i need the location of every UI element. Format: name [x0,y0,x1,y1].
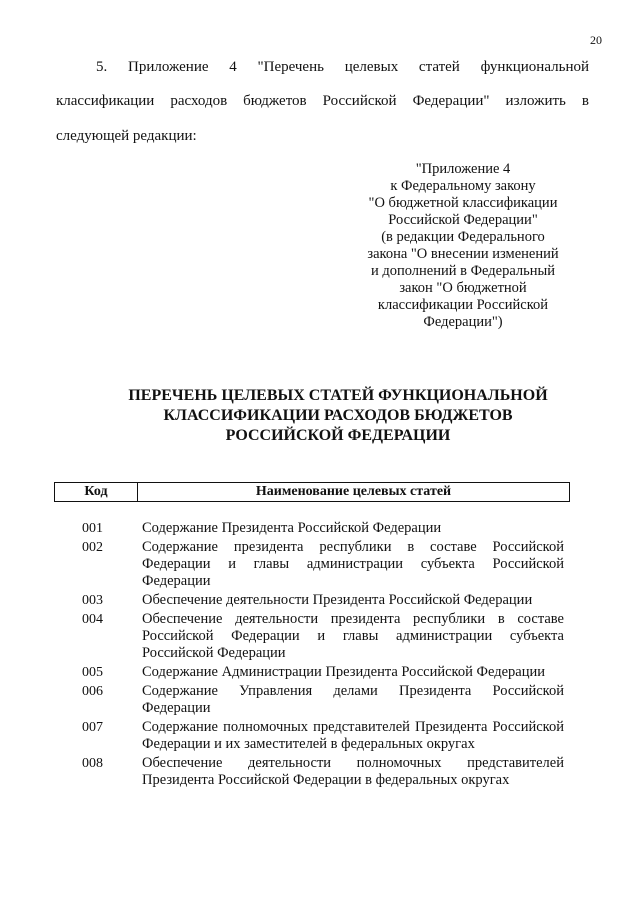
table-row [0,683,640,717]
annex-line: закон "О бюджетной [399,280,527,296]
annex-line: (в редакции Федерального [381,229,545,245]
table-body [0,520,640,791]
intro-line-3: следующей редакции: [56,128,197,144]
row-name: Содержание Администрации Президента Российской Федерации [142,664,545,680]
table-row [0,539,640,590]
intro-line-2: классификации расходов бюджетов Российской Федерации" изложить в [56,93,589,109]
table-row [0,592,640,609]
table-row [0,520,640,537]
column-header-name: Наименование целевых статей [255,484,452,499]
row-name: Содержание Президента Российской Федерации [142,520,442,536]
row-name: Содержание полномочных представителей Президента Российской Федерации и их заместителей в федеральных округах [142,719,564,752]
title-line: КЛАССИФИКАЦИИ РАСХОДОВ БЮДЖЕТОВ [163,407,513,424]
row-name: Обеспечение деятельности президента республики в составе Российской Федерации и главы администрации субъекта Российской Федерации [142,611,564,661]
annex-line: к Федеральному закону [390,178,536,194]
row-code: 001 [82,521,103,536]
annex-line: классификации Российской [377,297,549,313]
column-header-code: Код [55,483,138,501]
row-code: 008 [82,756,103,771]
annex-line: закона "О внесении изменений [367,246,559,262]
row-code: 006 [82,684,103,699]
row-code: 002 [82,540,103,555]
annex-line: Федерации") [423,314,503,330]
row-name: Содержание Управления делами Президента Российской Федерации [142,683,564,716]
annex-line: Российской Федерации" [388,212,538,228]
title-line: ПЕРЕЧЕНЬ ЦЕЛЕВЫХ СТАТЕЙ ФУНКЦИОНАЛЬНОЙ [128,387,548,404]
intro-text-1: Приложение 4 "Перечень целевых статей функциональной [128,59,589,75]
row-code: 003 [82,593,103,608]
table-header [54,482,570,502]
row-code: 007 [82,720,103,735]
row-name: Обеспечение деятельности Президента Российской Федерации [142,592,533,608]
title-line: РОССИЙСКОЙ ФЕДЕРАЦИИ [225,427,451,444]
table-row [0,664,640,681]
annex-line: "Приложение 4 [415,161,511,177]
item-number: 5. [96,59,108,75]
page-number: 20 [590,33,602,47]
row-code: 005 [82,665,103,680]
document-title [100,386,576,446]
row-code: 004 [82,612,103,627]
row-name: Обеспечение деятельности полномочных представителей Президента Российской Федерации в федеральных округах [142,755,564,788]
annex-line: "О бюджетной классификации [368,195,558,211]
annex-reference-block [350,161,576,331]
annex-line: и дополнений в Федеральный [370,263,556,279]
table-row [0,719,640,753]
intro-line-1 [56,58,589,76]
table-row [0,755,640,789]
row-name: Содержание президента республики в составе Российской Федерации и главы администрации субъекта Российской Федерации [142,539,564,589]
table-row [0,611,640,662]
